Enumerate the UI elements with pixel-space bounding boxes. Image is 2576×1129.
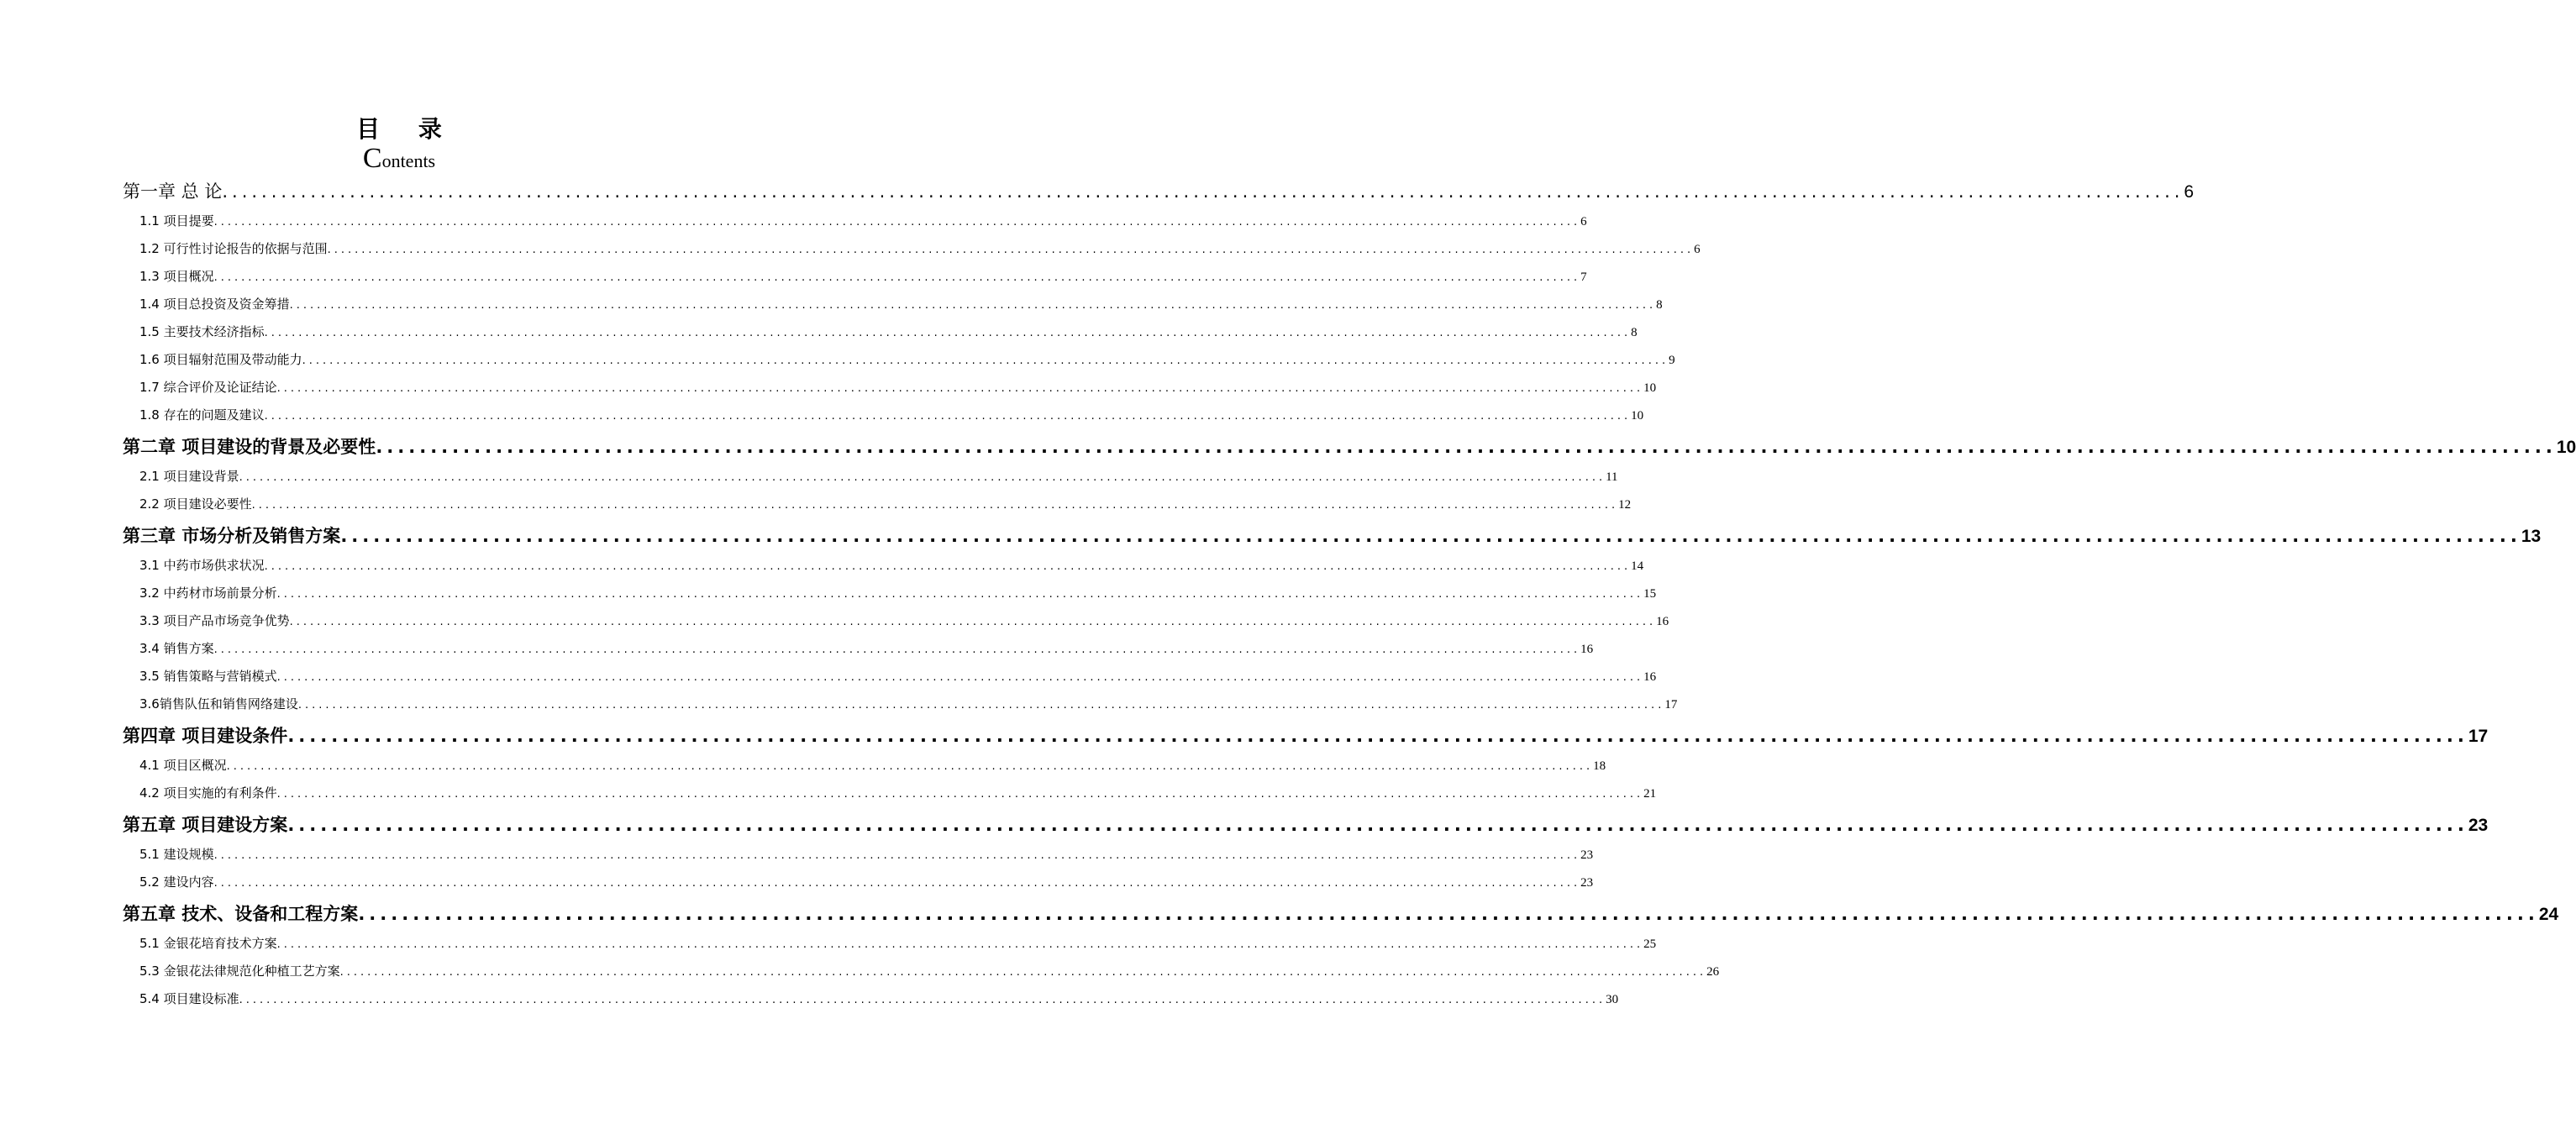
- toc-section-entry[interactable]: [123, 842, 1594, 867]
- toc-section-entry[interactable]: [123, 608, 1669, 633]
- toc-leader-dots: ........................................................................................................................................................................................................: [287, 726, 2468, 746]
- toc-section-entry[interactable]: [123, 402, 1644, 428]
- toc-leader-dots: ........................................................................................................................................................................................................: [264, 410, 1632, 423]
- toc-page-number: 26: [1706, 965, 1720, 979]
- toc-leader-dots: ........................................................................................................................................................................................................: [339, 966, 1707, 979]
- toc-page-number: 6: [1694, 243, 1701, 256]
- toc-page-number: 16: [1580, 643, 1594, 656]
- toc-page-number: 16: [1643, 670, 1657, 684]
- toc-page-number: 17: [2468, 727, 2489, 746]
- toc-section-entry[interactable]: [123, 319, 1638, 344]
- toc-page-number: 17: [1664, 698, 1678, 712]
- toc-entry-label: 4.1 项目区概况: [139, 758, 227, 773]
- toc-entry-label: 第四章 项目建设条件: [123, 726, 288, 746]
- toc-leader-dots: ........................................................................................................................................................................................................: [239, 471, 1606, 484]
- toc-page-number: 18: [1593, 759, 1606, 773]
- toc-entry-label: 1.1 项目提要: [139, 213, 214, 228]
- toc-section-entry[interactable]: [123, 553, 1644, 578]
- toc-chapter-entry[interactable]: [123, 897, 2559, 931]
- toc-page-number: 25: [1643, 937, 1657, 951]
- toc-section-entry[interactable]: [123, 291, 1663, 317]
- toc-leader-dots: ........................................................................................................................................................................................................: [287, 815, 2468, 835]
- toc-page-number: 30: [1606, 993, 1619, 1006]
- toc-entry-label: 3.6销售队伍和销售网络建设: [139, 696, 298, 712]
- toc-section-entry[interactable]: [123, 580, 1657, 606]
- toc-entry-label: 5.2 建设内容: [139, 874, 214, 890]
- toc-leader-dots: ........................................................................................................................................................................................................: [251, 499, 1619, 512]
- toc-leader-dots: ........................................................................................................................................................................................................: [358, 904, 2539, 924]
- toc-leader-dots: ........................................................................................................................................................................................................: [289, 616, 1657, 628]
- toc-section-entry[interactable]: [123, 636, 1594, 661]
- toc-entry-label: 第三章 市场分析及销售方案: [123, 526, 341, 546]
- toc-subtitle: [0, 144, 798, 176]
- toc-entry-label: 第五章 项目建设方案: [123, 815, 288, 835]
- toc-chapter-entry[interactable]: [123, 719, 2489, 753]
- toc-entry-label: 第五章 技术、设备和工程方案: [123, 904, 359, 924]
- toc-title: 目 录: [356, 115, 457, 143]
- toc-leader-dots: ........................................................................................................................................................................................................: [289, 299, 1657, 312]
- toc-entry-label: 1.4 项目总投资及资金筹措: [139, 297, 290, 312]
- toc-entry-label: 1.3 项目概况: [139, 269, 214, 284]
- toc-page-number: 21: [1643, 787, 1657, 801]
- toc-page-number: 15: [1643, 587, 1657, 601]
- toc-leader-dots: ........................................................................................................................................................................................................: [276, 382, 1644, 395]
- toc-page-number: 10: [2556, 438, 2576, 457]
- toc-leader-dots: ........................................................................................................................................................................................................: [276, 588, 1644, 601]
- toc-chapter-entry[interactable]: [123, 430, 2576, 464]
- toc-entry-label: 3.4 销售方案: [139, 641, 214, 656]
- toc-leader-dots: ........................................................................................................................................................................................................: [213, 216, 1581, 228]
- toc-section-entry[interactable]: [123, 464, 1618, 489]
- toc-leader-dots: ........................................................................................................................................................................................................: [297, 699, 1665, 712]
- toc-page-number: 16: [1656, 615, 1669, 628]
- toc-page-number: 7: [1580, 270, 1587, 284]
- toc-entry-label: 1.2 可行性讨论报告的依据与范围: [139, 241, 328, 256]
- toc-entry-label: 5.1 建设规模: [139, 847, 214, 862]
- toc-page-number: 12: [1618, 498, 1632, 512]
- toc-chapter-entry[interactable]: [123, 519, 2542, 553]
- toc-leader-dots: ........................................................................................................................................................................................................: [213, 877, 1581, 890]
- toc-chapter-entry[interactable]: [123, 808, 2489, 842]
- toc-entry-label: 1.6 项目辐射范围及带动能力: [139, 352, 302, 367]
- toc-page-number: 23: [1580, 876, 1594, 890]
- toc-section-entry[interactable]: [123, 958, 1720, 984]
- toc-leader-dots: ........................................................................................................................................................................................................: [264, 327, 1632, 339]
- toc-page-number: 13: [2521, 527, 2542, 546]
- toc-leader-dots: ........................................................................................................................................................................................................: [213, 643, 1581, 656]
- toc-section-entry[interactable]: [123, 264, 1587, 289]
- toc-page-number: 10: [1631, 409, 1644, 423]
- toc-page-number: 9: [1669, 354, 1675, 367]
- toc-leader-dots: ........................................................................................................................................................................................................: [276, 938, 1644, 951]
- toc-leader-dots: ........................................................................................................................................................................................................: [276, 671, 1644, 684]
- toc-section-entry[interactable]: [123, 780, 1657, 806]
- toc-section-entry[interactable]: [123, 375, 1657, 400]
- toc-section-entry[interactable]: [123, 986, 1619, 1011]
- toc-section-entry[interactable]: [123, 931, 1657, 956]
- subtitle-initial: C: [362, 143, 382, 174]
- toc-entry-label: 1.7 综合评价及论证结论: [139, 380, 277, 395]
- toc-entry-label: 第一章 总 论: [123, 181, 223, 202]
- toc-leader-dots: ........................................................................................................................................................................................................: [213, 849, 1581, 862]
- subtitle-rest: ontents: [381, 150, 436, 171]
- toc-entry-label: 2.1 项目建设背景: [139, 469, 239, 484]
- toc-section-entry[interactable]: [123, 347, 1675, 372]
- toc-entry-label: 第二章 项目建设的背景及必要性: [123, 437, 376, 457]
- toc-leader-dots: ........................................................................................................................................................................................................: [213, 271, 1581, 284]
- toc-section-entry[interactable]: [123, 753, 1606, 778]
- toc-entry-label: 5.4 项目建设标准: [139, 991, 239, 1006]
- toc-entry-label: 5.3 金银花法律规范化种植工艺方案: [139, 964, 340, 979]
- toc-entry-label: 4.2 项目实施的有利条件: [139, 785, 277, 801]
- toc-page-number: 10: [1643, 381, 1657, 395]
- toc-leader-dots: ........................................................................................................................................................................................................: [276, 788, 1644, 801]
- toc-section-entry[interactable]: [123, 491, 1632, 517]
- toc-entry-label: 1.5 主要技术经济指标: [139, 324, 265, 339]
- toc-leader-dots: ........................................................................................................................................................................................................: [239, 994, 1606, 1006]
- toc-page-number: 6: [1580, 215, 1587, 228]
- toc-page-number: 23: [2468, 816, 2489, 835]
- toc-leader-dots: ........................................................................................................................................................................................................: [264, 560, 1632, 573]
- toc-section-entry[interactable]: [123, 869, 1594, 895]
- toc-leader-dots: ........................................................................................................................................................................................................: [376, 437, 2557, 457]
- toc-page-number: 6: [2184, 182, 2195, 202]
- toc-entry-label: 3.2 中药材市场前景分析: [139, 586, 277, 601]
- toc-page-number: 8: [1656, 298, 1663, 312]
- toc-section-entry[interactable]: [123, 208, 1587, 234]
- toc-entry-label: 3.1 中药市场供求状况: [139, 558, 265, 573]
- toc-page-number: 24: [2538, 905, 2559, 924]
- toc-section-entry[interactable]: [123, 236, 1701, 261]
- toc-entry-label: 5.1 金银花培育技术方案: [139, 936, 277, 951]
- toc-leader-dots: ........................................................................................................................................................................................................: [222, 181, 2184, 202]
- toc-page-number: 11: [1606, 470, 1618, 484]
- toc-section-entry[interactable]: [123, 691, 1678, 717]
- toc-chapter-entry[interactable]: [123, 175, 2195, 208]
- toc-entry-label: 3.3 项目产品市场竞争优势: [139, 613, 290, 628]
- toc-leader-dots: ........................................................................................................................................................................................................: [302, 354, 1669, 367]
- toc-entry-label: 1.8 存在的问题及建议: [139, 407, 265, 423]
- toc-entry-label: 3.5 销售策略与营销模式: [139, 669, 277, 684]
- toc-entry-label: 2.2 项目建设必要性: [139, 496, 252, 512]
- toc-leader-dots: ........................................................................................................................................................................................................: [327, 244, 1695, 256]
- toc-section-entry[interactable]: [123, 664, 1657, 689]
- toc-page-number: 8: [1631, 326, 1638, 339]
- toc-page-number: 23: [1580, 848, 1594, 862]
- toc-page-number: 14: [1631, 559, 1644, 573]
- toc-leader-dots: ........................................................................................................................................................................................................: [340, 526, 2521, 546]
- toc-leader-dots: ........................................................................................................................................................................................................: [226, 760, 1594, 773]
